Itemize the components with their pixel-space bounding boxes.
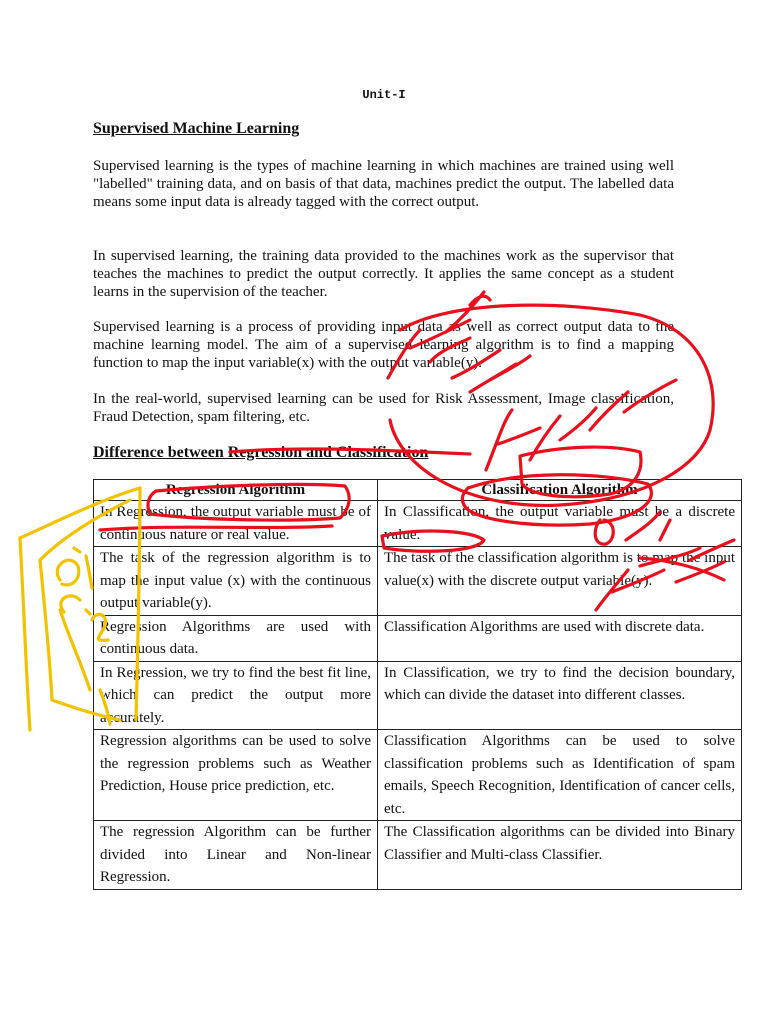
table-row (94, 821, 742, 890)
yellow-note-g1 (57, 548, 92, 588)
cell-classification: In Classification, the output variable must be a discrete value. (378, 501, 742, 547)
cell-regression: In Regression, the output variable must be of continuous nature or real value. (94, 501, 378, 547)
paragraph-definition: Supervised learning is the types of machine learning in which machines are trained using well "labelled" training data, and on basis of that data, machines predict the output. The labelled data means some input data is already tagged with the correct output. (93, 158, 674, 211)
cell-classification: Classification Algorithms can be used to solve classification problems such as Identification of spam emails, Speech Recognition, Identification of cancer cells, etc. (378, 730, 742, 821)
unit-heading: Unit-I (362, 88, 406, 102)
paragraph-applications: In the real-world, supervised learning can be used for Risk Assessment, Image classification, Fraud Detection, spam filtering, etc. (93, 391, 674, 426)
paragraph-process: Supervised learning is a process of providing input data as well as correct output data to the machine learning model. The aim of a supervised learning algorithm is to find a mapping function to map the input variable(x) with the output variable(y). (93, 319, 674, 372)
cell-regression: In Regression, we try to find the best fit line, which can predict the output more accurately. (94, 661, 378, 730)
paragraph-supervisor: In supervised learning, the training data provided to the machines work as the supervisor that teaches the machines to predict the output correctly. It applies the same concept as a student learns in the supervision of the teacher. (93, 248, 674, 301)
table-row (94, 730, 742, 821)
cell-classification: The Classification algorithms can be divided into Binary Classifier and Multi-class Classifier. (378, 821, 742, 890)
header-classification: Classification Algorithm (378, 480, 742, 501)
comparison-table (93, 479, 742, 890)
cell-classification: The task of the classification algorithm is to map the input value(x) with the discrete output variable(y). (378, 547, 742, 616)
cell-regression: The task of the regression algorithm is to map the input value (x) with the continuous output variable(y). (94, 547, 378, 616)
table-row (94, 547, 742, 616)
cell-regression: The regression Algorithm can be further divided into Linear and Non-linear Regression. (94, 821, 378, 890)
section-title-supervised: Supervised Machine Learning (93, 120, 300, 137)
cell-regression: Regression algorithms can be used to solve the regression problems such as Weather Prediction, House price prediction, etc. (94, 730, 378, 821)
cell-regression: Regression Algorithms are used with continuous data. (94, 615, 378, 661)
header-regression: Regression Algorithm (94, 480, 378, 501)
table-row (94, 661, 742, 730)
cell-classification: In Classification, we try to find the decision boundary, which can divide the dataset into different classes. (378, 661, 742, 730)
cell-classification: Classification Algorithms are used with discrete data. (378, 615, 742, 661)
table-row (94, 501, 742, 547)
table-header-row (94, 480, 742, 501)
table-row (94, 615, 742, 661)
section-title-difference: Difference between Regression and Classification (93, 444, 429, 461)
